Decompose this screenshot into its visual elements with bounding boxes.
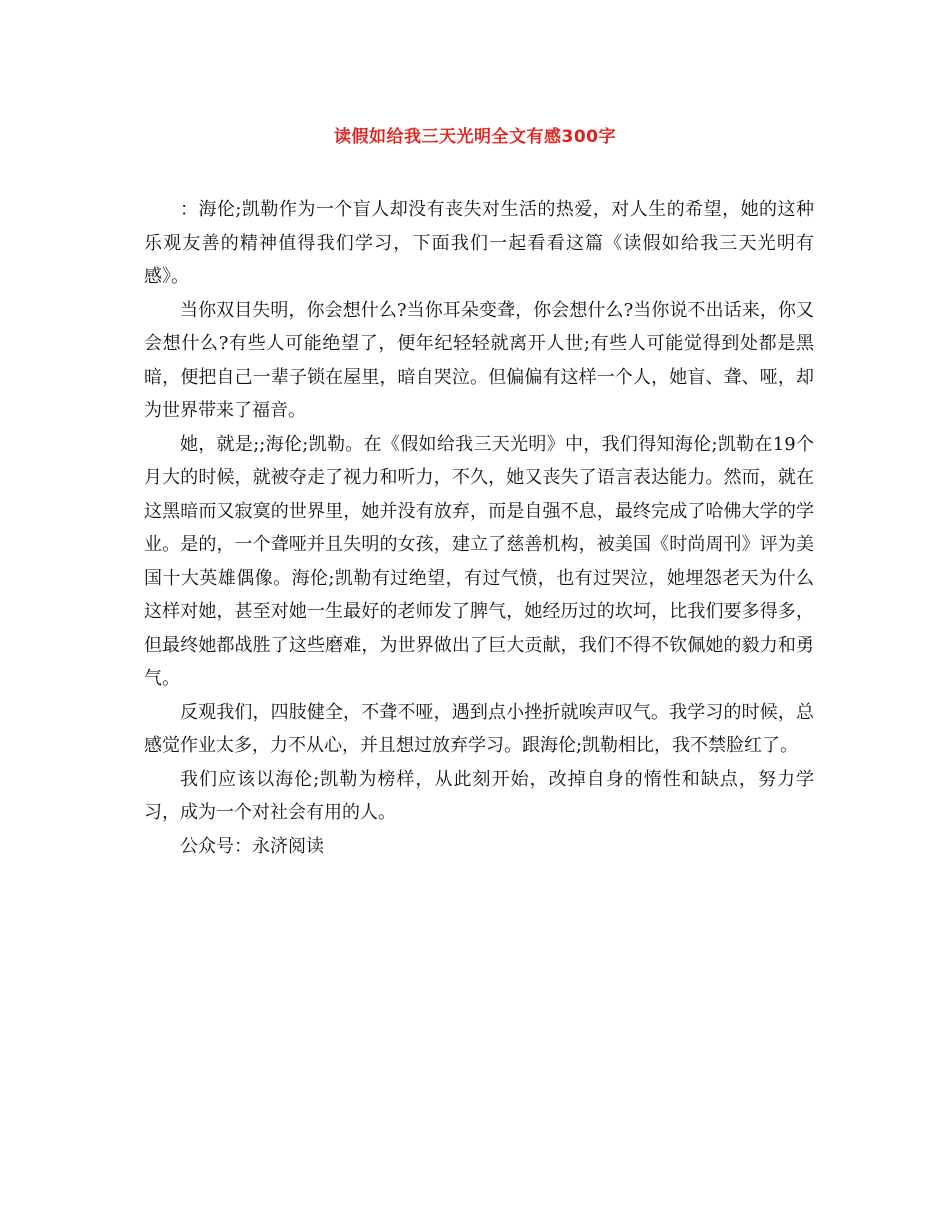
paragraph-public-account: 公众号：永济阅读 xyxy=(180,835,324,857)
paragraph-intro: ：海伦;凯勒作为一个盲人却没有丧失对生活的热爱，对人生的希望，她的这种乐观友善的精神值得我们学习，下面我们一起看看这篇《读假如给我三天光明有感》。 xyxy=(144,199,814,287)
paragraph-questions: 当你双目失明，你会想什么?当你耳朵变聋，你会想什么?当你说不出话来，你又会想什么?有些人可能绝望了，便年纪轻轻就离开人世;有些人可能觉得到处都是黑暗，便把自己一辈子锁在屋里，暗自哭泣。但偏偏有这样一个人，她盲、聋、哑，却为世界带来了福音。 xyxy=(144,299,814,421)
paragraph-helen-keller: 她，就是;;海伦;凯勒。在《假如给我三天光明》中，我们得知海伦;凯勒在19个月大的时候，就被夺走了视力和听力，不久，她又丧失了语言表达能力。然而，就在这黑暗而又寂寞的世界里，她并没有放弃，而是自强不息，最终完成了哈佛大学的学业。是的，一个聋哑并且失明的女孩，建立了慈善机构，被美国《时尚周刊》评为美国十大英雄偶像。海伦;凯勒有过绝望，有过气愤，也有过哭泣，她埋怨老天为什么这样对她，甚至对她一生最好的老师发了脾气，她经历过的坎坷，比我们要多得多，但最终她都战胜了这些磨难，为世界做出了巨大贡献，我们不得不钦佩她的毅力和勇气。 xyxy=(144,433,814,689)
paragraph-conclusion: 我们应该以海伦;凯勒为榜样，从此刻开始，改掉自身的惰性和缺点，努力学习，成为一个对社会有用的人。 xyxy=(144,768,814,823)
document-title: 读假如给我三天光明全文有感300字 xyxy=(334,127,616,147)
paragraph-reflection: 反观我们，四肢健全，不聋不哑，遇到点小挫折就唉声叹气。我学习的时候，总感觉作业太多，力不从心，并且想过放弃学习。跟海伦;凯勒相比，我不禁脸红了。 xyxy=(144,701,814,756)
document-body xyxy=(144,193,814,863)
